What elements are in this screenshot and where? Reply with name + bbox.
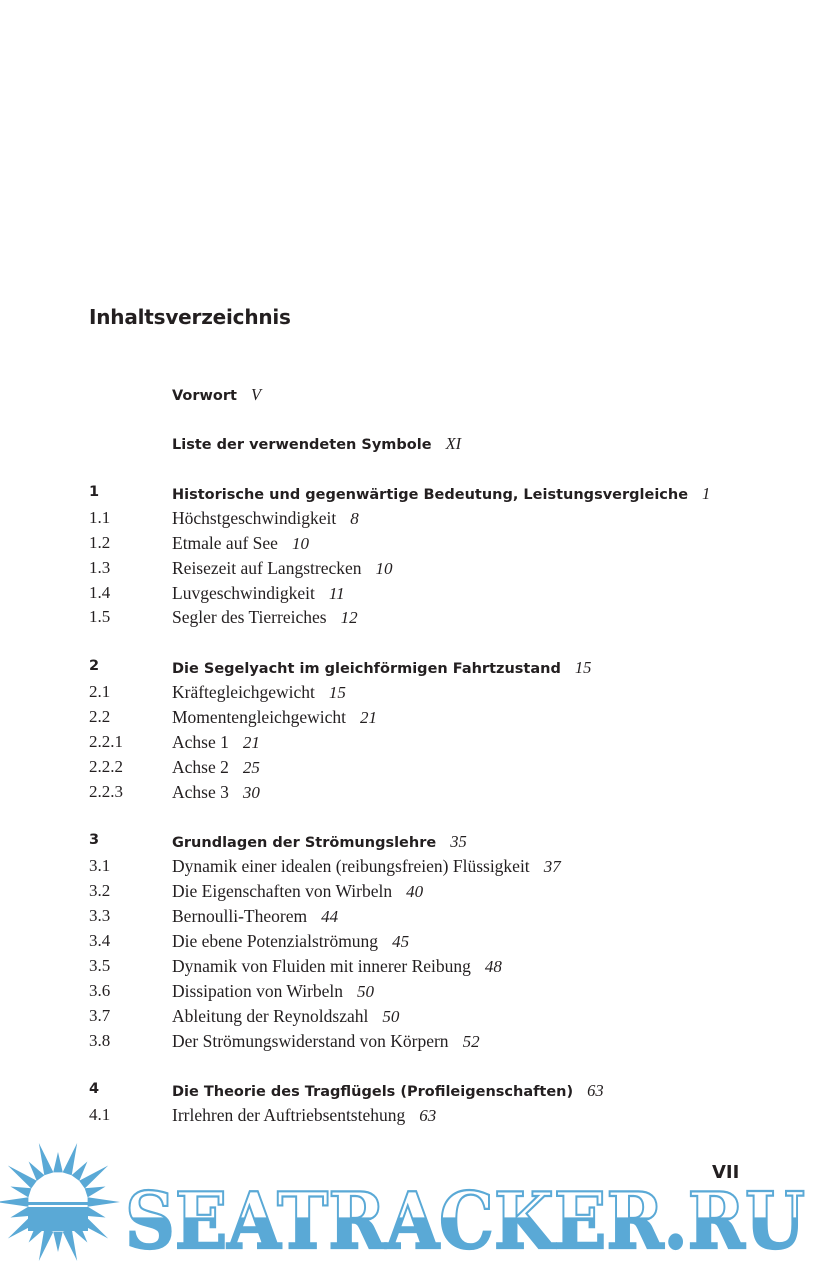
entry-page: 8: [350, 509, 359, 528]
entry-title: Kräftegleichgewicht 15: [172, 682, 346, 702]
watermark-text: SEATRACKER.RU: [125, 1176, 805, 1264]
entry-title: Die Segelyacht im gleichförmigen Fahrtzustand 15: [172, 658, 592, 677]
entry-page: V: [250, 385, 262, 404]
entry-number: 3.7: [89, 1006, 111, 1025]
entry-number: 3.4: [89, 931, 111, 950]
entry-title: Grundlagen der Strömungslehre 35: [172, 832, 467, 851]
toc-entry[interactable]: [89, 707, 809, 731]
toc-entry[interactable]: [89, 906, 809, 930]
entry-title: Ableitung der Reynoldszahl 50: [172, 1006, 400, 1026]
entry-page: 37: [543, 857, 561, 876]
entry-page: 10: [291, 534, 309, 553]
watermark-logo: [0, 1140, 814, 1264]
toc-entry[interactable]: [89, 1080, 809, 1104]
entry-title: Achse 3 30: [172, 782, 260, 802]
entry-title: Höchstgeschwindigkeit 8: [172, 508, 359, 528]
entry-number: 1.3: [89, 558, 111, 577]
entry-title: Bernoulli-Theorem 44: [172, 906, 339, 926]
entry-title: Dissipation von Wirbeln 50: [172, 981, 375, 1001]
toc-entry[interactable]: [89, 981, 809, 1005]
entry-number: 4.1: [89, 1105, 111, 1124]
page-number: VII: [712, 1162, 740, 1183]
entry-page: 40: [406, 882, 424, 901]
entry-title: Vorwort V: [172, 385, 262, 404]
toc-entry[interactable]: [89, 1105, 809, 1129]
entry-page: XI: [445, 434, 462, 453]
entry-number: 1.1: [89, 508, 111, 527]
entry-number: 3.6: [89, 981, 111, 1000]
sun-ray: [39, 1143, 54, 1175]
entry-page: 50: [357, 982, 375, 1001]
toc-entry[interactable]: [89, 533, 809, 557]
entry-page: 21: [242, 733, 260, 752]
toc-entry[interactable]: [89, 483, 809, 507]
entry-page: 50: [382, 1007, 400, 1026]
sun-ray: [53, 1152, 63, 1172]
entry-number: 1.2: [89, 533, 111, 552]
entry-number: 3: [89, 832, 100, 848]
entry-number: 2.2.1: [89, 732, 123, 751]
sun-ray: [0, 1197, 28, 1207]
entry-title: Momentengleichgewicht 21: [172, 707, 377, 727]
entry-page: 10: [375, 559, 393, 578]
entry-number: 3.8: [89, 1031, 111, 1050]
entry-number: 3.3: [89, 906, 111, 925]
toc-entry[interactable]: [89, 384, 809, 408]
toc-entry[interactable]: [89, 657, 809, 681]
entry-page: 30: [242, 783, 260, 802]
entry-number: 2.1: [89, 682, 111, 701]
sun-icon: [0, 1143, 120, 1261]
toc-entry[interactable]: [89, 433, 809, 457]
entry-page: 35: [450, 832, 467, 851]
toc-entry[interactable]: [89, 782, 809, 806]
sun-ray: [88, 1197, 120, 1207]
sun-ray: [10, 1187, 31, 1198]
entry-number: 1: [89, 484, 100, 500]
toc-heading: Inhaltsverzeichnis: [89, 305, 291, 329]
entry-page: 1: [702, 484, 711, 503]
entry-number: 3.5: [89, 956, 111, 975]
sun-ray: [85, 1187, 106, 1198]
sun-ray: [63, 1143, 78, 1175]
entry-page: 48: [484, 957, 502, 976]
entry-title: Reisezeit auf Langstrecken 10: [172, 558, 393, 578]
entry-title: Irrlehren der Auftriebsentstehung 63: [172, 1105, 437, 1125]
sun-ray: [53, 1232, 63, 1252]
toc-entry[interactable]: [89, 881, 809, 905]
entry-title: Achse 1 21: [172, 732, 260, 752]
entry-number: 1.5: [89, 607, 111, 626]
entry-page: 15: [328, 683, 346, 702]
toc-entry[interactable]: [89, 956, 809, 980]
toc-entry[interactable]: [89, 931, 809, 955]
entry-page: 52: [462, 1032, 480, 1051]
toc-entry[interactable]: [89, 831, 809, 855]
entry-number: 2.2: [89, 707, 111, 726]
entry-title: Etmale auf See 10: [172, 533, 309, 553]
toc-entry[interactable]: [89, 558, 809, 582]
entry-number: 1.4: [89, 583, 111, 602]
toc-entry[interactable]: [89, 732, 809, 756]
entry-page: 63: [419, 1106, 437, 1125]
toc-entry[interactable]: [89, 583, 809, 607]
entry-page: 15: [574, 658, 592, 677]
toc-entry[interactable]: [89, 682, 809, 706]
entry-title: Die Theorie des Tragflügels (Profileigenschaften) 63: [172, 1081, 604, 1100]
toc-entry[interactable]: [89, 607, 809, 631]
entry-number: 2: [89, 658, 100, 674]
entry-page: 25: [242, 758, 260, 777]
entry-title: Achse 2 25: [172, 757, 260, 777]
toc-entry[interactable]: [89, 1031, 809, 1055]
toc-entry[interactable]: [89, 1006, 809, 1030]
sun-ray: [39, 1229, 54, 1261]
entry-title: Segler des Tierreiches 12: [172, 607, 358, 627]
toc-entry[interactable]: [89, 757, 809, 781]
entry-number: 4: [89, 1081, 100, 1097]
entry-title: Dynamik von Fluiden mit innerer Reibung 48: [172, 956, 502, 976]
entry-number: 2.2.2: [89, 757, 123, 776]
entry-page: 63: [587, 1081, 604, 1100]
entry-page: 11: [328, 584, 345, 603]
entry-title: Dynamik einer idealen (reibungsfreien) Flüssigkeit 37: [172, 856, 561, 876]
entry-title: Die ebene Potenzialströmung 45: [172, 931, 410, 951]
entry-title: Der Strömungswiderstand von Körpern 52: [172, 1031, 480, 1051]
entry-number: 3.1: [89, 856, 111, 875]
entry-title: Die Eigenschaften von Wirbeln 40: [172, 881, 424, 901]
entry-page: 12: [340, 608, 358, 627]
toc-entry[interactable]: [89, 508, 809, 532]
toc-entry[interactable]: [89, 856, 809, 880]
entry-page: 44: [321, 907, 339, 926]
entry-title: Liste der verwendeten Symbole XI: [172, 434, 462, 453]
entry-page: 21: [359, 708, 377, 727]
entry-page: 45: [392, 932, 410, 951]
sun-ray: [63, 1229, 78, 1261]
entry-title: Luvgeschwindigkeit 11: [172, 583, 345, 603]
entry-title: Historische und gegenwärtige Bedeutung, Leistungsvergleiche 1: [172, 484, 711, 503]
entry-number: 2.2.3: [89, 782, 123, 801]
entry-number: 3.2: [89, 881, 111, 900]
